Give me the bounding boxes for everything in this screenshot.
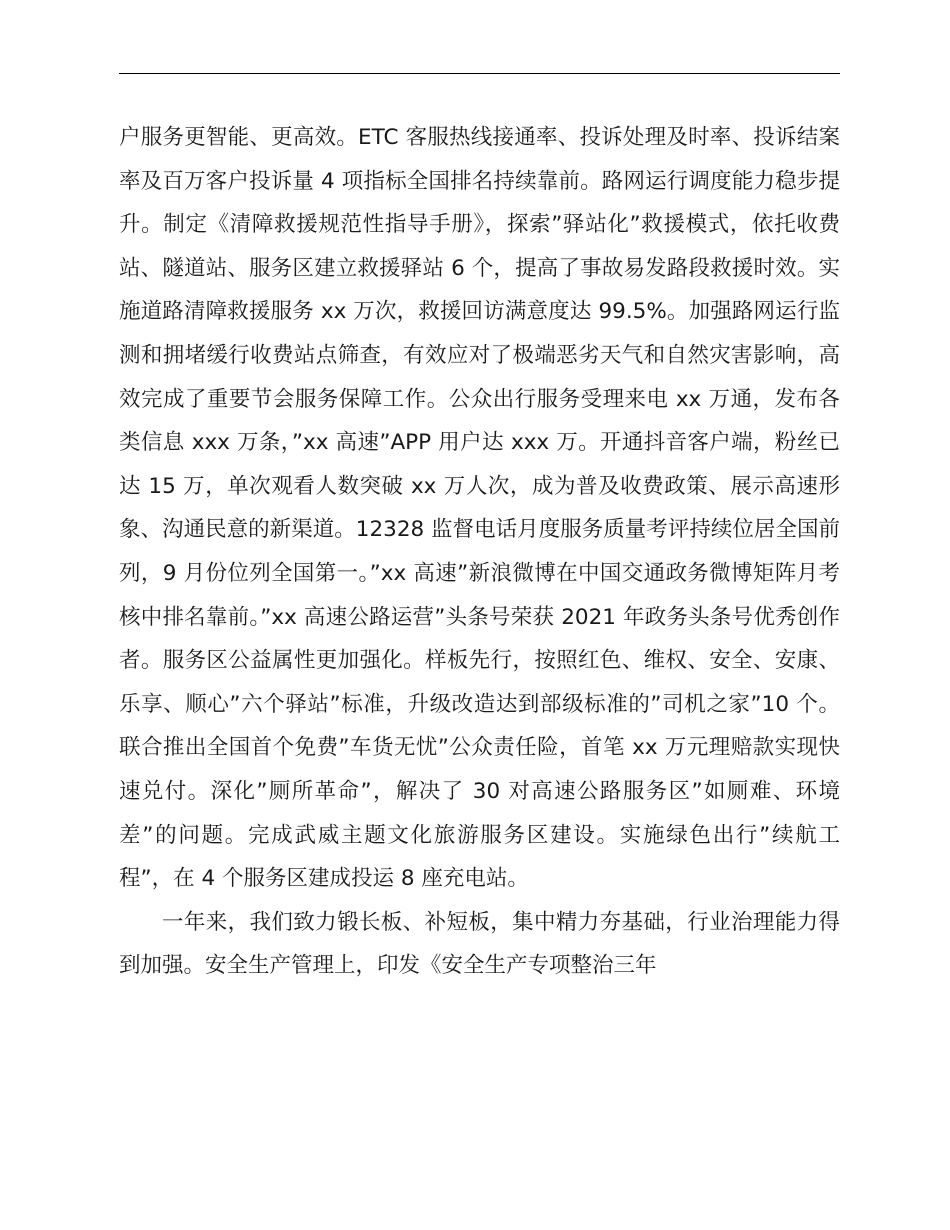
paragraph-continuation: 户服务更智能、更高效。ETC 客服热线接通率、投诉处理及时率、投诉结案率及百万客户投诉量 4 项指标全国排名持续靠前。路网运行调度能力稳步提升。制定《清障救援规范性指导手册》，探索”驿站化”救援模式，依托收费站、隧道站、服务区建立救援驿站 6 个，提高了事故易发路段救援时效。实施道路清障救援服务 xx 万次，救援回访满意度达 99.5%。加强路网运行监测和拥堵缓行收费站点筛查，有效应对了极端恶劣天气和自然灾害影响，高效完成了重要节会服务保障工作。公众出行服务受理来电 xx 万通，发布各类信息 xxx 万条，”xx 高速”APP 用户达 xxx 万。开通抖音客户端，粉丝已达 15 万，单次观看人数突破 xx 万人次，成为普及收费政策、展示高速形象、沟通民意的新渠道。12328 监督电话月度服务质量考评持续位居全国前列，9 月份位列全国第一。”xx 高速”新浪微博在中国交通政务微博矩阵月考核中排名靠前。”xx 高速公路运营”头条号荣获 2021 年政务头条号优秀创作者。服务区公益属性更加强化。样板先行，按照红色、维权、安全、安康、乐享、顺心”六个驿站”标准，升级改造达到部级标准的”司机之家”10 个。联合推出全国首个免费”车货无忧”公众责任险，首笔 xx 万元理赔款实现快速兑付。深化”厕所革命”，解决了 30 对高速公路服务区”如厕难、环境差”的问题。完成武威主题文化旅游服务区建设。实施绿色出行”续航工程”，在 4 个服务区建成投运 8 座充电站。 xyxy=(119,125,840,892)
body-text xyxy=(119,116,840,988)
header-rule xyxy=(119,73,840,74)
paragraph-governance: 一年来，我们致力锻长板、补短板，集中精力夯基础，行业治理能力得到加强。安全生产管理上，印发《安全生产专项整治三年 xyxy=(119,909,840,979)
